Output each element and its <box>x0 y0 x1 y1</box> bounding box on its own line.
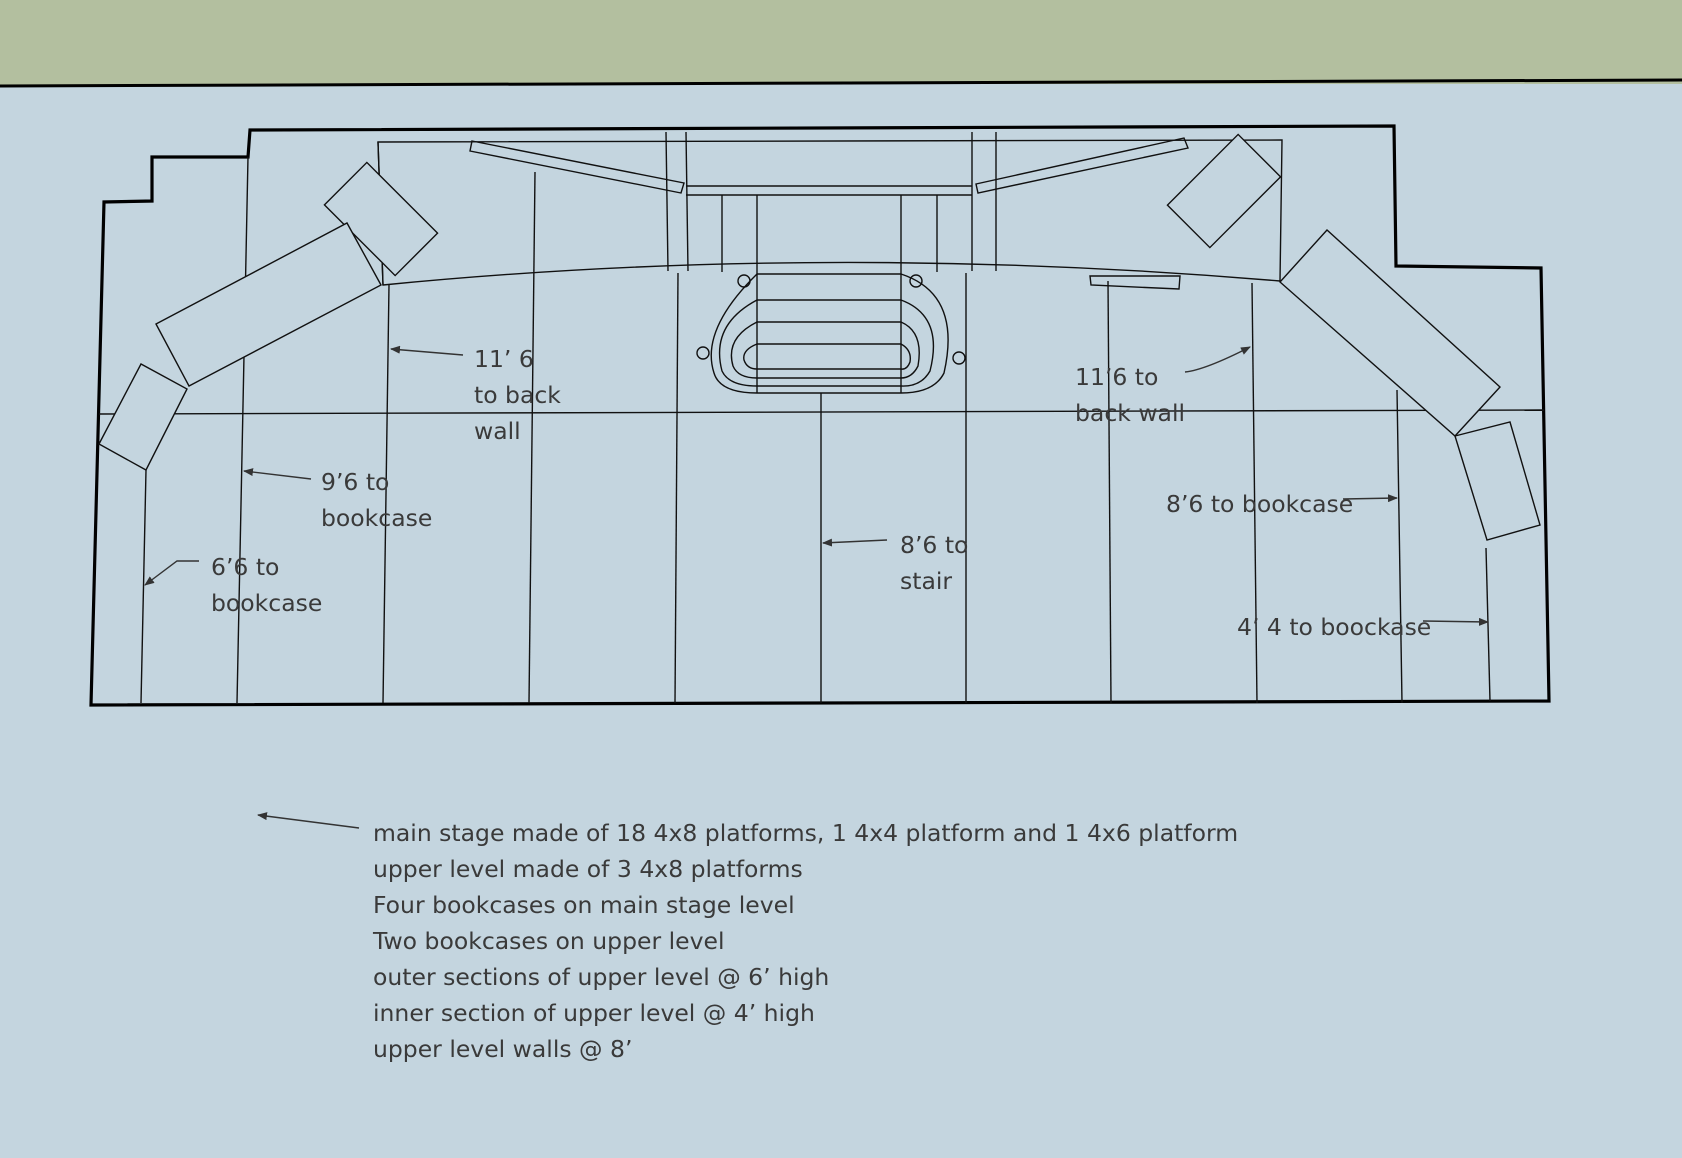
stair <box>697 274 965 393</box>
label-left-back-wall: 11’ 6 to back wall <box>474 345 561 445</box>
note-line: main stage made of 18 4x8 platforms, 1 4x4 platform and 1 4x6 platform <box>373 819 1239 847</box>
dimension-arrows <box>145 347 1488 828</box>
bookcase-right-upper <box>1280 230 1500 436</box>
label-right-bookcase-upper: 8’6 to bookcase <box>1166 490 1354 518</box>
bookcase-left-lower <box>99 364 187 470</box>
note-line: upper level made of 3 4x8 platforms <box>373 855 803 883</box>
bookcase-right-lower <box>1455 422 1540 540</box>
note-line: Two bookcases on upper level <box>373 927 725 955</box>
label-stair: 8’6 to stair <box>900 531 969 595</box>
top-band <box>0 0 1682 86</box>
upper-level <box>324 132 1282 289</box>
note-line: upper level walls @ 8’ <box>373 1035 633 1063</box>
note-line: outer sections of upper level @ 6’ high <box>373 963 830 991</box>
note-line: inner section of upper level @ 4’ high <box>373 999 815 1027</box>
label-left-bookcase-upper: 9’6 to bookcase <box>321 468 433 532</box>
note-line: Four bookcases on main stage level <box>373 891 795 919</box>
label-left-bookcase-lower: 6’6 to bookcase <box>211 553 323 617</box>
upper-bookcase-right <box>1167 134 1280 247</box>
label-right-bookcase-lower: 4’ 4 to boockase <box>1237 613 1432 641</box>
notes-block <box>372 819 1238 1063</box>
bookcase-left-upper <box>156 223 381 386</box>
label-right-back-wall: 11’6 to back wall <box>1075 363 1185 427</box>
